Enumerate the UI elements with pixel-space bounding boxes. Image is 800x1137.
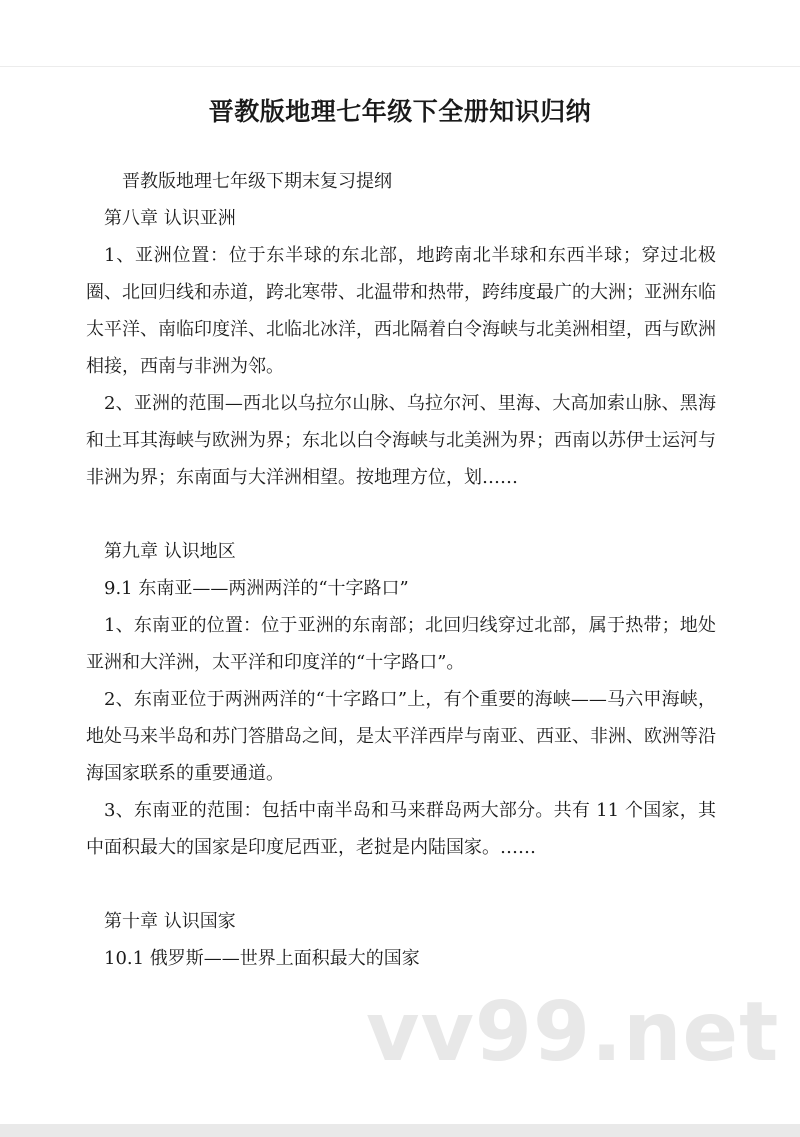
chapter-8-heading: 第八章 认识亚洲 [104,208,236,229]
chapter-9-paragraph-3: 3、东南亚的范围：包括中南半岛和马来群岛两大部分。共有 11 个国家，其中面积最大的国家是印度尼西亚，老挝是内陆国家。…… [86,800,716,858]
chapter-10-heading: 第十章 认识国家 [104,911,236,932]
section-9-1-heading: 9.1 东南亚——两洲两洋的“十字路口” [104,578,409,599]
watermark-text: vv99.net [366,985,780,1080]
document-subtitle: 晋教版地理七年级下期末复习提纲 [122,171,392,192]
section-10-1-heading: 10.1 俄罗斯——世界上面积最大的国家 [104,948,420,969]
chapter-9-heading: 第九章 认识地区 [104,541,236,562]
page-bottom-edge [0,1124,800,1137]
chapter-8-paragraph-1: 1、亚洲位置：位于东半球的东北部，地跨南北半球和东西半球；穿过北极圈、北回归线和赤道，跨北寒带、北温带和热带，跨纬度最广的大洲；亚洲东临太平洋、南临印度洋、北临北冰洋，西北隔着白令海峡与北美洲相望，西与欧洲相接，西南与非洲为邻。 [86,245,716,377]
document-title: 晋教版地理七年级下全册知识归纳 [208,97,592,126]
section-spacer [86,496,716,533]
header-divider [0,66,800,67]
chapter-9-paragraph-2: 2、东南亚位于两洲两洋的“十字路口”上，有个重要的海峡——马六甲海峡，地处马来半岛和苏门答腊岛之间，是太平洋西岸与南亚、西亚、非洲、欧洲等沿海国家联系的重要通道。 [86,689,716,784]
chapter-9-paragraph-1: 1、东南亚的位置：位于亚洲的东南部；北回归线穿过北部，属于热带；地处亚洲和大洋洲，太平洋和印度洋的“十字路口”。 [86,615,716,673]
section-spacer [86,866,716,903]
chapter-8-paragraph-2: 2、亚洲的范围—西北以乌拉尔山脉、乌拉尔河、里海、大高加索山脉、黑海和土耳其海峡与欧洲为界；东北以白令海峡与北美洲为界；西南以苏伊士运河与非洲为界；东南面与大洋洲相望。按地理方位，划…… [86,393,716,488]
document-body [86,163,716,977]
